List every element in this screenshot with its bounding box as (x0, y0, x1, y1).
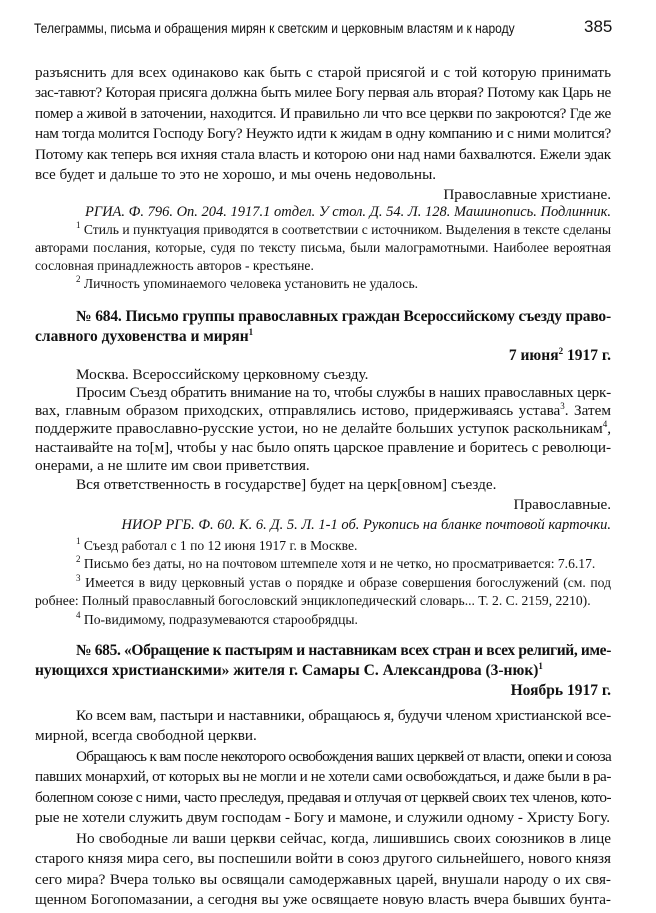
body-line: нам тогда молится Господу Богу? Неужто идти к жидам в одну компанию и с ними молится? (35, 125, 611, 142)
running-header: Телеграммы, письма и обращения мирян к светским и церковным властям и к народу (34, 20, 515, 36)
body-line: щенном Богопомазании, а сегодня вы уже освящаете новую власть вчера бывших бунта- (35, 891, 611, 908)
text-segment: Имеется в виду церковный устав о порядке и образе совершения богослужений (см. под (80, 575, 611, 590)
body-line: зас-тавют? Которая присяга должна быть милее Богу первая аль вторая? Потому как Царь не (35, 84, 611, 101)
footnote-marker: 1 (76, 536, 81, 546)
footnote: робнее: Полный православный богословский энциклопедический словарь... Т. 2. С. 2159, 2210). (35, 593, 591, 608)
text-segment: 1917 г. (563, 347, 611, 364)
body-line: сего мира? Вчера только вы освящали самодержавных царей, внушали народу о их свя- (35, 871, 611, 888)
document-heading: № 684. Письмо группы православных граждан Всероссийскому съезду право- (76, 308, 611, 325)
body-line: Но свободные ли ваши церкви сейчас, когда, лишившись своих союзников в лице (76, 830, 611, 847)
body-line: Обращаюсь к вам после некоторого освобождения ваших церквей от власти, опеки и союза (76, 748, 611, 765)
body-line: Вся ответственность в государстве] будет на церк[овном] съезде. (76, 476, 497, 493)
body-line: помер а живой в заточении, находится. И правильно ли что все церкви по закроются? Где же (35, 105, 611, 122)
body-line: Москва. Всероссийскому церковному съезду. (76, 366, 369, 383)
footnote (76, 538, 611, 554)
text-segment: Личность упоминаемого человека установить не удалось. (80, 276, 419, 291)
footnote (76, 612, 611, 628)
text-segment: Съезд работал с 1 по 12 июня 1917 г. в Москве. (80, 538, 358, 553)
text-segment: 7 июня (508, 347, 559, 364)
body-line: настаивайте на то[м], чтобы у нас было опять царское правление и боритесь с революци- (35, 439, 611, 456)
text-segment: . Затем (564, 402, 611, 419)
footnote (76, 222, 611, 238)
text-segment: Письмо без даты, но на почтовом штемпеле хотя и не четко, но просматривается: 7.6.17. (80, 556, 596, 571)
body-line (35, 420, 611, 437)
text-segment: славного духовенства и мирян (35, 328, 249, 345)
footnote-marker: 2 (558, 346, 564, 356)
body-line: павших монархий, от которых вы не могли и не хотели сами освобождаться, и даже были в ра- (35, 768, 611, 785)
text-segment: поддержите православно-русские устои, но не делайте больших уступок раскольникам (35, 420, 603, 437)
body-line: Просим Съезд обратить внимание на то, чтобы службы в наших православных церк- (76, 384, 611, 401)
body-line: Ко всем вам, пастыри и наставники, обращаюсь я, будучи членом христианской все- (76, 707, 611, 724)
document-date: Ноябрь 1917 г. (510, 682, 611, 699)
text-segment: вах, главным образом приходских, отправлялись истово, придерживаясь устава (35, 402, 561, 419)
body-line (35, 402, 611, 419)
document-heading: № 685. «Обращение к пастырям и наставникам всех стран и всех религий, име- (76, 642, 611, 659)
body-line: разъяснить для всех одинаково как быть с старой присягой и с той которую принимать (35, 64, 611, 81)
footnote-marker: 3 (76, 573, 81, 583)
text-segment: Стиль и пунктуация приводятся в соответствии с источником. Выделения в тексте сделаны (80, 222, 611, 237)
text-segment: , (607, 420, 611, 437)
body-line: рые не хотели служить двум господам - Богу и мамоне, и служили одному - Христу Богу. (35, 809, 610, 826)
footnote-marker: 1 (76, 220, 81, 230)
footnote-marker: 1 (538, 661, 543, 671)
body-line: мирной, всегда свободной церкви. (35, 727, 257, 744)
body-line: онерами, а не шлите им свои приветствия. (35, 457, 310, 474)
signature: Православные христиане. (443, 186, 611, 203)
page-number: 385 (584, 17, 613, 36)
body-line: Потому как теперь вся ихняя стала власть и которою они над нами бахвалются. Ежели эдак (35, 146, 611, 163)
document-heading (35, 328, 611, 345)
footnote (76, 276, 611, 292)
text-segment: нующихся христианскими» жителя г. Самары С. Александрова (3-нюк) (35, 662, 539, 679)
text-segment: По-видимому, подразумеваются старообрядцы. (80, 612, 358, 627)
signature: Православные. (513, 496, 611, 513)
footnote-marker: 4 (76, 610, 81, 620)
footnote (76, 575, 611, 591)
footnote: сословная принадлежность авторов - крестьяне. (35, 258, 314, 273)
footnote-marker: 2 (76, 554, 81, 564)
body-line: болепном союзе с ними, часто преследуя, предавая и отлучая от церквей своих тех членов, кото- (35, 789, 611, 806)
body-line: старого князя мира сего, вы поспешили войти в союз другого сильнейшего, нового князя (35, 850, 611, 867)
document-heading (35, 662, 611, 679)
footnote-marker: 2 (76, 274, 81, 284)
footnote-marker: 4 (602, 419, 608, 429)
body-line: все будет и дальше то это не хорошо, и мы очень недовольны. (35, 166, 437, 183)
footnote (76, 556, 611, 572)
source-citation: РГИА. Ф. 796. Оп. 204. 1917.1 отдел. У стол. Д. 54. Л. 128. Машинопись. Подлинник. (84, 204, 611, 220)
footnote-marker: 3 (560, 401, 565, 411)
footnote: авторами послания, которые, судя по тексту письма, были малограмотными. Наиболее вероятная (35, 240, 611, 255)
source-citation: НИОР РГБ. Ф. 60. К. 6. Д. 5. Л. 1-1 об. Рукопись на бланке почтовой карточки. (121, 517, 611, 533)
document-date (35, 347, 611, 364)
footnote-marker: 1 (248, 327, 254, 337)
